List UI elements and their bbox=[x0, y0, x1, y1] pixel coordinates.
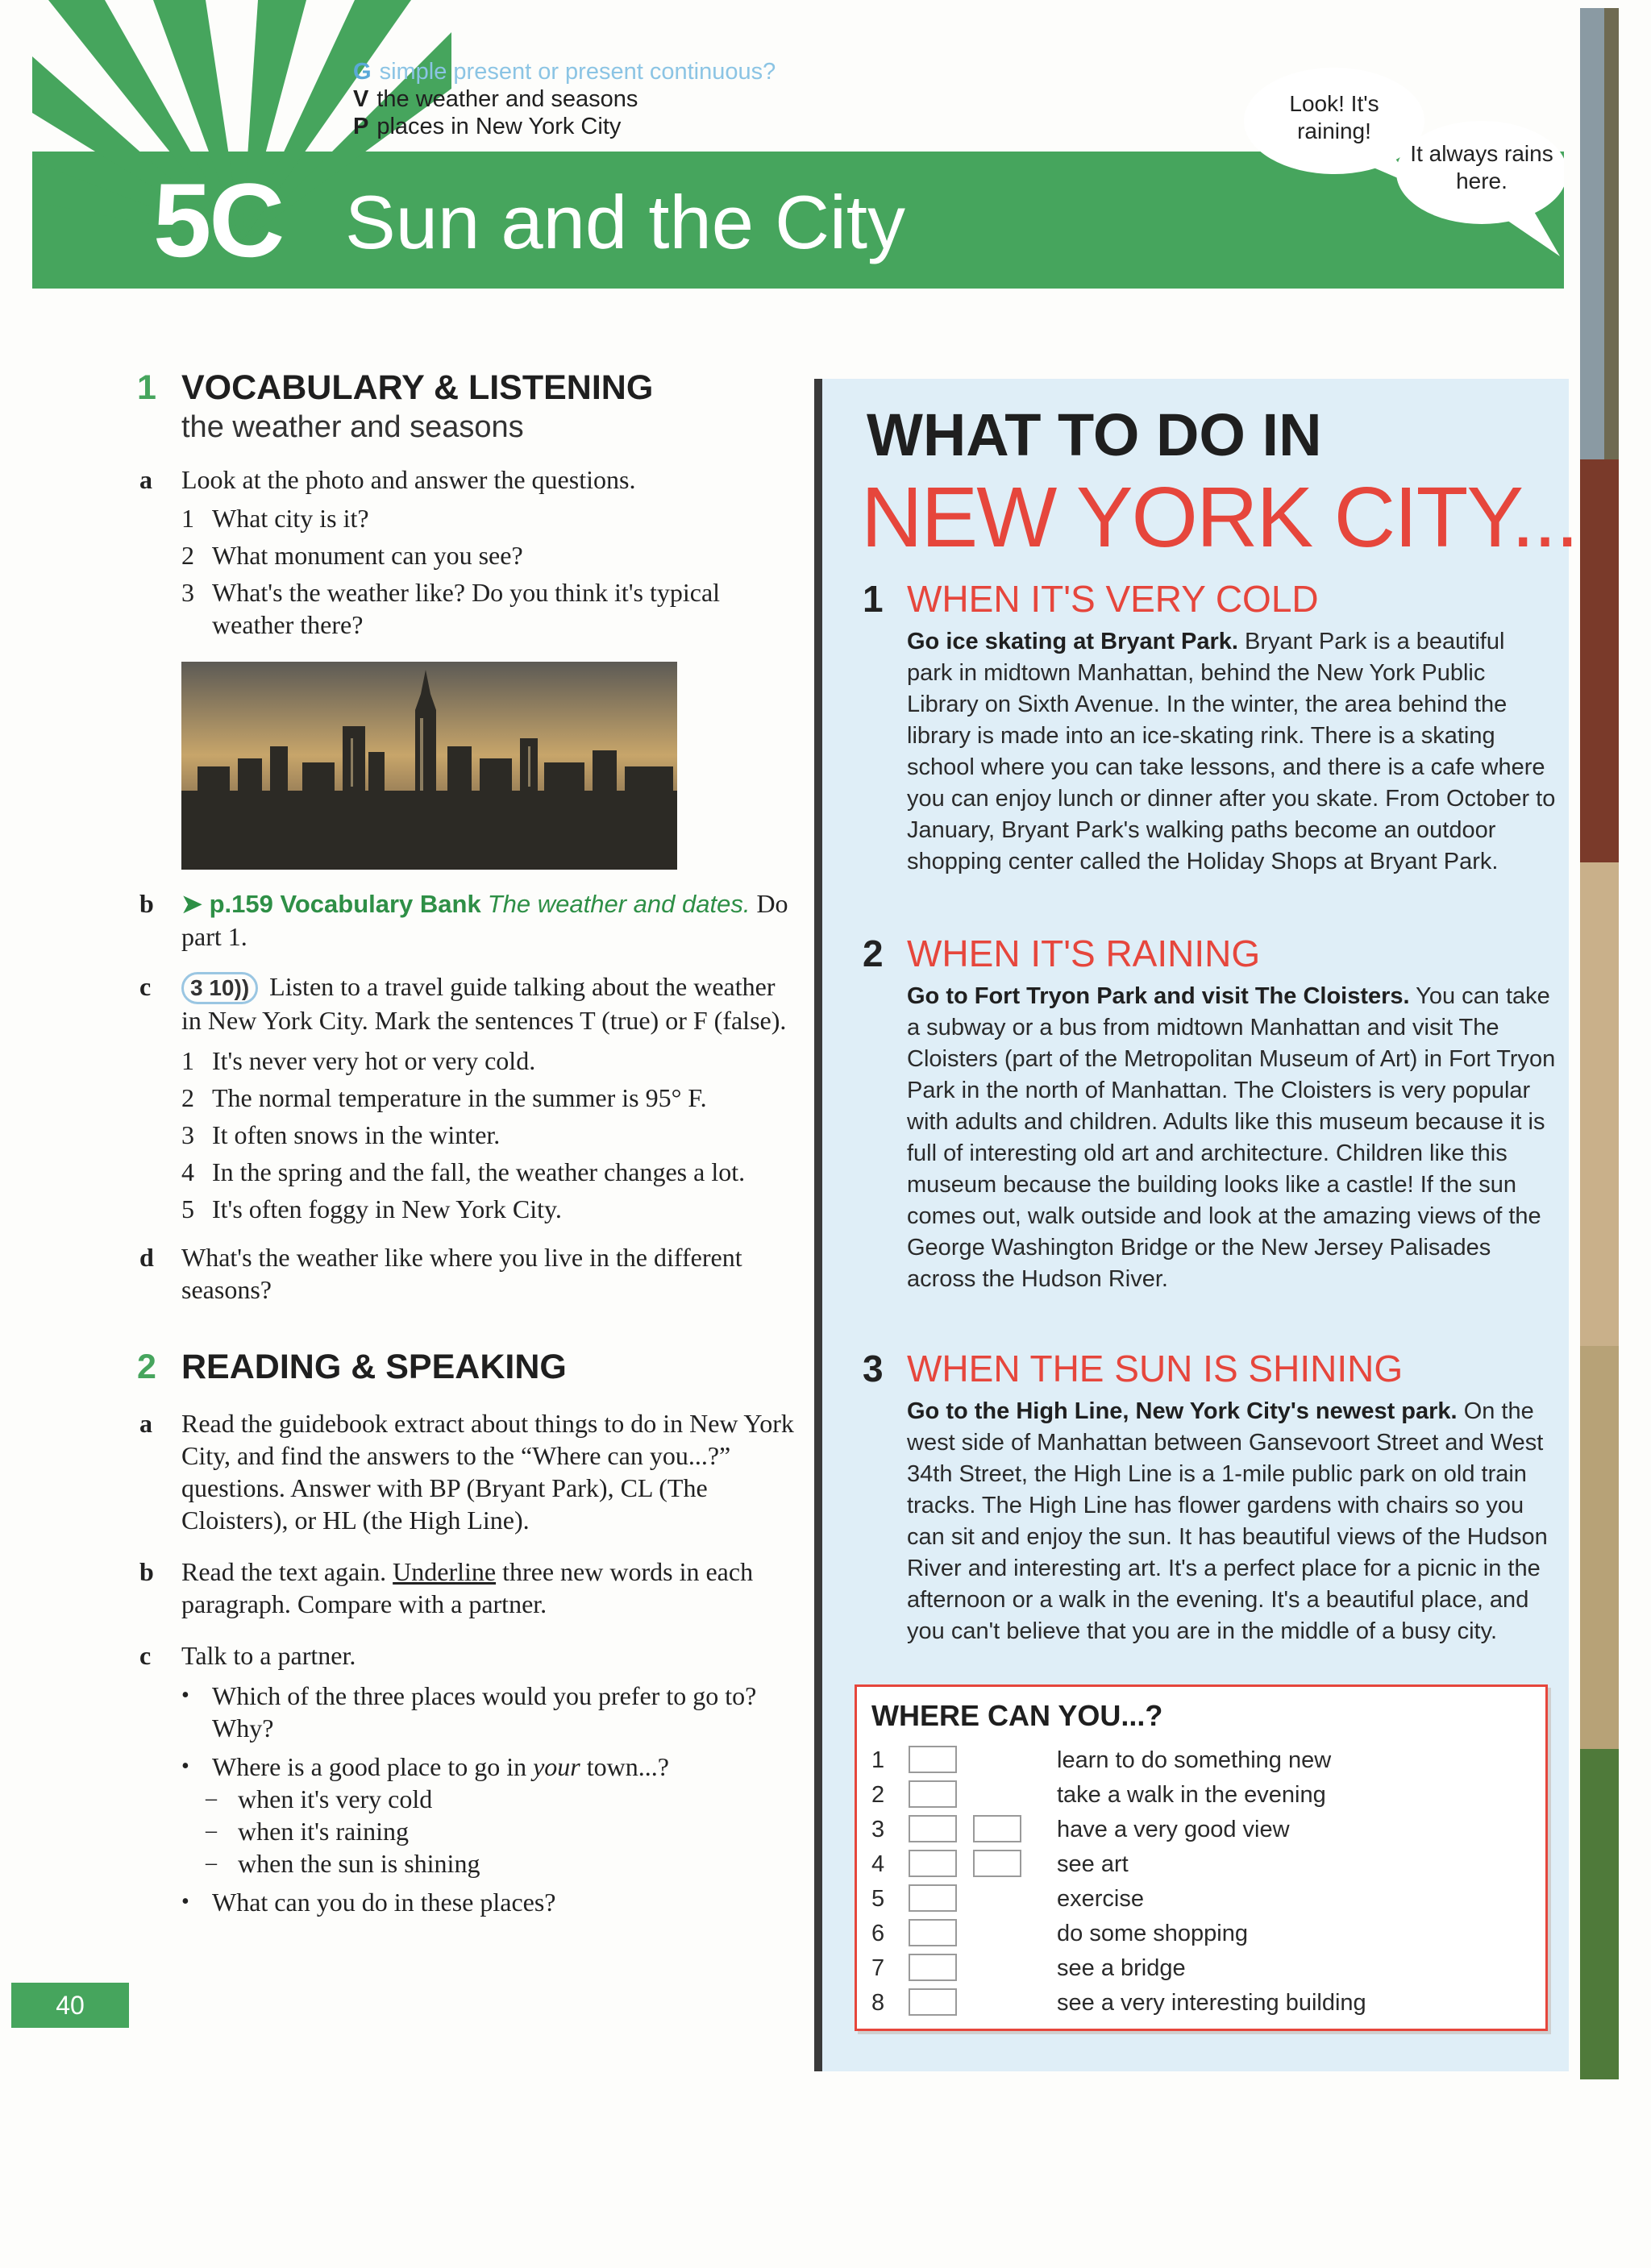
where-row-1 bbox=[871, 1743, 1532, 1777]
list-item: • What can you do in these places? bbox=[181, 1888, 556, 1917]
where-row-6 bbox=[871, 1917, 1532, 1950]
exercise-2c: c Talk to a partner. • Which of the three places would you prefer to go to? Why? • Where is a good place to go in your town...? – when it's very cold – when it's raining – when the sun is shining • What can you do in these places? bbox=[181, 1639, 798, 1918]
article-section-raining: 2 WHEN IT'S RAINING Go to Fort Tryon Park and visit The Cloisters. You can take a subway or a bus from midtown Manhattan and visit The Cloisters (part of the Metropolitan Museum of Art) in Fort Tryon Park in the north of Manhattan. The Cloisters is very popular with adults and children. Adults like this museum because it is full of interesting old art and architecture. Children like this museum because the building looks like a castle! If the sun comes out, walk outside and look at the amazing views of the George Washington Bridge or the New Jersey Palisades across the Hudson River. bbox=[863, 933, 1556, 1292]
list-item: 3 What's the weather like? Do you think it's typical weather there? bbox=[181, 578, 721, 639]
exercise-2c-prompts bbox=[181, 1680, 798, 1918]
unit-header bbox=[32, 0, 1564, 298]
list-item: 4 In the spring and the fall, the weather changes a lot. bbox=[181, 1157, 746, 1186]
section-1-heading: 1 VOCABULARY & LISTENING bbox=[137, 368, 654, 407]
where-row-3 bbox=[871, 1813, 1532, 1846]
row-number: 8 bbox=[871, 1990, 885, 2016]
row-label: have a very good view bbox=[1057, 1817, 1290, 1842]
vocabulary-bank-link[interactable]: ➤ p.159 Vocabulary Bank bbox=[181, 890, 481, 918]
where-row-8 bbox=[871, 1986, 1532, 2020]
section-1-subtitle: the weather and seasons bbox=[181, 410, 524, 444]
answer-box[interactable] bbox=[909, 1815, 957, 1842]
article-title-line-1: WHAT TO DO IN bbox=[867, 401, 1322, 468]
list-item: 3 It often snows in the winter. bbox=[181, 1120, 501, 1149]
exercise-2a: a Read the guidebook extract about things to do in New York City, and find the answers to the “Where can you...?” questions. Answer with BP (Bryant Park), CL (The Cloisters), or HL (the High Line). bbox=[139, 1409, 794, 1535]
list-item: 5 It's often foggy in New York City. bbox=[181, 1194, 562, 1223]
audio-track-icon[interactable]: 3 10)) bbox=[181, 972, 258, 1004]
article-title-line-2: NEW YORK CITY... bbox=[861, 470, 1578, 565]
answer-box[interactable] bbox=[909, 1780, 957, 1808]
answer-box[interactable] bbox=[909, 1746, 957, 1773]
list-item: 2 What monument can you see? bbox=[181, 541, 523, 570]
list-item: 1 It's never very hot or very cold. bbox=[181, 1046, 536, 1075]
row-number: 3 bbox=[871, 1817, 885, 1842]
exercise-2b: b Read the text again. Underline three new words in each paragraph. Compare with a partner. bbox=[139, 1557, 754, 1618]
row-number: 7 bbox=[871, 1955, 885, 1981]
where-row-7 bbox=[871, 1951, 1532, 1985]
exercise-1a: a Look at the photo and answer the questions. 1 What city is it? 2 What monument can you see? 3 What's the weather like? Do you think it's typical weather there? bbox=[181, 463, 798, 641]
page-number: 40 bbox=[11, 1983, 129, 2028]
row-label: exercise bbox=[1057, 1886, 1144, 1912]
answer-box[interactable] bbox=[909, 1954, 957, 1981]
row-number: 2 bbox=[871, 1782, 885, 1808]
row-number: 1 bbox=[871, 1747, 885, 1773]
answer-box[interactable] bbox=[973, 1815, 1021, 1842]
where-row-5 bbox=[871, 1882, 1532, 1916]
row-label: see a very interesting building bbox=[1057, 1990, 1366, 2016]
topic-pronunciation: P places in New York City bbox=[353, 114, 622, 139]
list-item: – when the sun is shining bbox=[206, 1849, 480, 1878]
where-can-you-box bbox=[855, 1684, 1548, 2031]
answer-box[interactable] bbox=[909, 1988, 957, 2016]
new-york-skyline-photo bbox=[181, 662, 677, 870]
row-label: see a bridge bbox=[1057, 1955, 1186, 1981]
list-item: – when it's very cold bbox=[206, 1784, 433, 1813]
row-label: take a walk in the evening bbox=[1057, 1782, 1326, 1808]
where-can-you-title: WHERE CAN YOU...? bbox=[871, 1699, 1163, 1732]
answer-box[interactable] bbox=[973, 1850, 1021, 1877]
building-photo-strip bbox=[1580, 8, 1619, 2079]
row-number: 5 bbox=[871, 1886, 885, 1912]
topic-vocabulary: V the weather and seasons bbox=[353, 86, 638, 112]
where-row-2 bbox=[871, 1778, 1532, 1812]
list-item: • Where is a good place to go in your town...? bbox=[181, 1752, 669, 1781]
exercise-1d: d What's the weather like where you live in the different seasons? bbox=[139, 1243, 742, 1304]
topic-grammar: G simple present or present continuous? bbox=[353, 59, 776, 85]
speech-bubble-2: It always rains here. bbox=[1395, 121, 1564, 258]
row-label: see art bbox=[1057, 1851, 1129, 1877]
answer-box[interactable] bbox=[909, 1884, 957, 1912]
list-item: • Which of the three places would you prefer to go to? Why? bbox=[181, 1681, 757, 1743]
unit-topics bbox=[353, 58, 776, 140]
section-2-heading: 2 READING & SPEAKING bbox=[137, 1348, 567, 1386]
article-section-sun: 3 WHEN THE SUN IS SHINING Go to the High Line, New York City's newest park. On the west side of Manhattan between Gansevoort Street and West 34th Street, the High Line is a 1-mile public park on old train tracks. The High Line has flower gardens with chairs so you can sit and enjoy the sun. It has beautiful views of the Hudson River and interesting art. It's a perfect place for a picnic in the afternoon or a walk in the evening. It's a beautiful place, and you can't believe that you are in the middle of a busy city. bbox=[863, 1348, 1548, 1644]
where-row-4 bbox=[871, 1847, 1532, 1881]
list-item: – when it's raining bbox=[206, 1817, 409, 1846]
row-label: do some shopping bbox=[1057, 1921, 1248, 1946]
speech-bubble-1: Look! It's raining! bbox=[1241, 66, 1427, 189]
answer-box[interactable] bbox=[909, 1850, 957, 1877]
exercise-1c: c 3 10)) Listen to a travel guide talking about the weather in New York City. Mark the sentences T (true) or F (false). 1 It's never very hot or very cold. 2 The normal temperature in the summer is 95° F. 3 It often snows in the winter. 4 In the spring and the fall, the weather changes a lot. 5 It's often foggy in New York City. bbox=[181, 970, 798, 1225]
row-label: learn to do something new bbox=[1057, 1747, 1332, 1773]
exercise-1c-sentences bbox=[181, 1045, 798, 1225]
list-item: 2 The normal temperature in the summer is 95° F. bbox=[181, 1083, 707, 1112]
unit-title: Sun and the City bbox=[345, 180, 905, 264]
guidebook-extract bbox=[814, 379, 1578, 2071]
row-number: 6 bbox=[871, 1921, 885, 1946]
answer-box[interactable] bbox=[909, 1919, 957, 1946]
unit-number: 5C bbox=[153, 161, 283, 279]
list-item: 1 What city is it? bbox=[181, 504, 369, 533]
exercise-1b: b ➤ p.159 Vocabulary Bank The weather and dates. Do part 1. bbox=[139, 889, 788, 951]
exercises-column bbox=[137, 367, 798, 1918]
article-section-cold: 1 WHEN IT'S VERY COLD Go ice skating at Bryant Park. Bryant Park is a beautiful park in midtown Manhattan, behind the New York Public Library on Sixth Avenue. In the winter, the area behind the library is made into an ice-skating rink. There is a skating school where you can take lessons, and there is a cafe where you can enjoy lunch or dinner after you skate. From October to January, Bryant Park's walking paths become an outdoor shopping center called the Holiday Shops at Bryant Park. bbox=[863, 578, 1556, 874]
exercise-1a-questions bbox=[181, 502, 798, 641]
row-number: 4 bbox=[871, 1851, 885, 1877]
